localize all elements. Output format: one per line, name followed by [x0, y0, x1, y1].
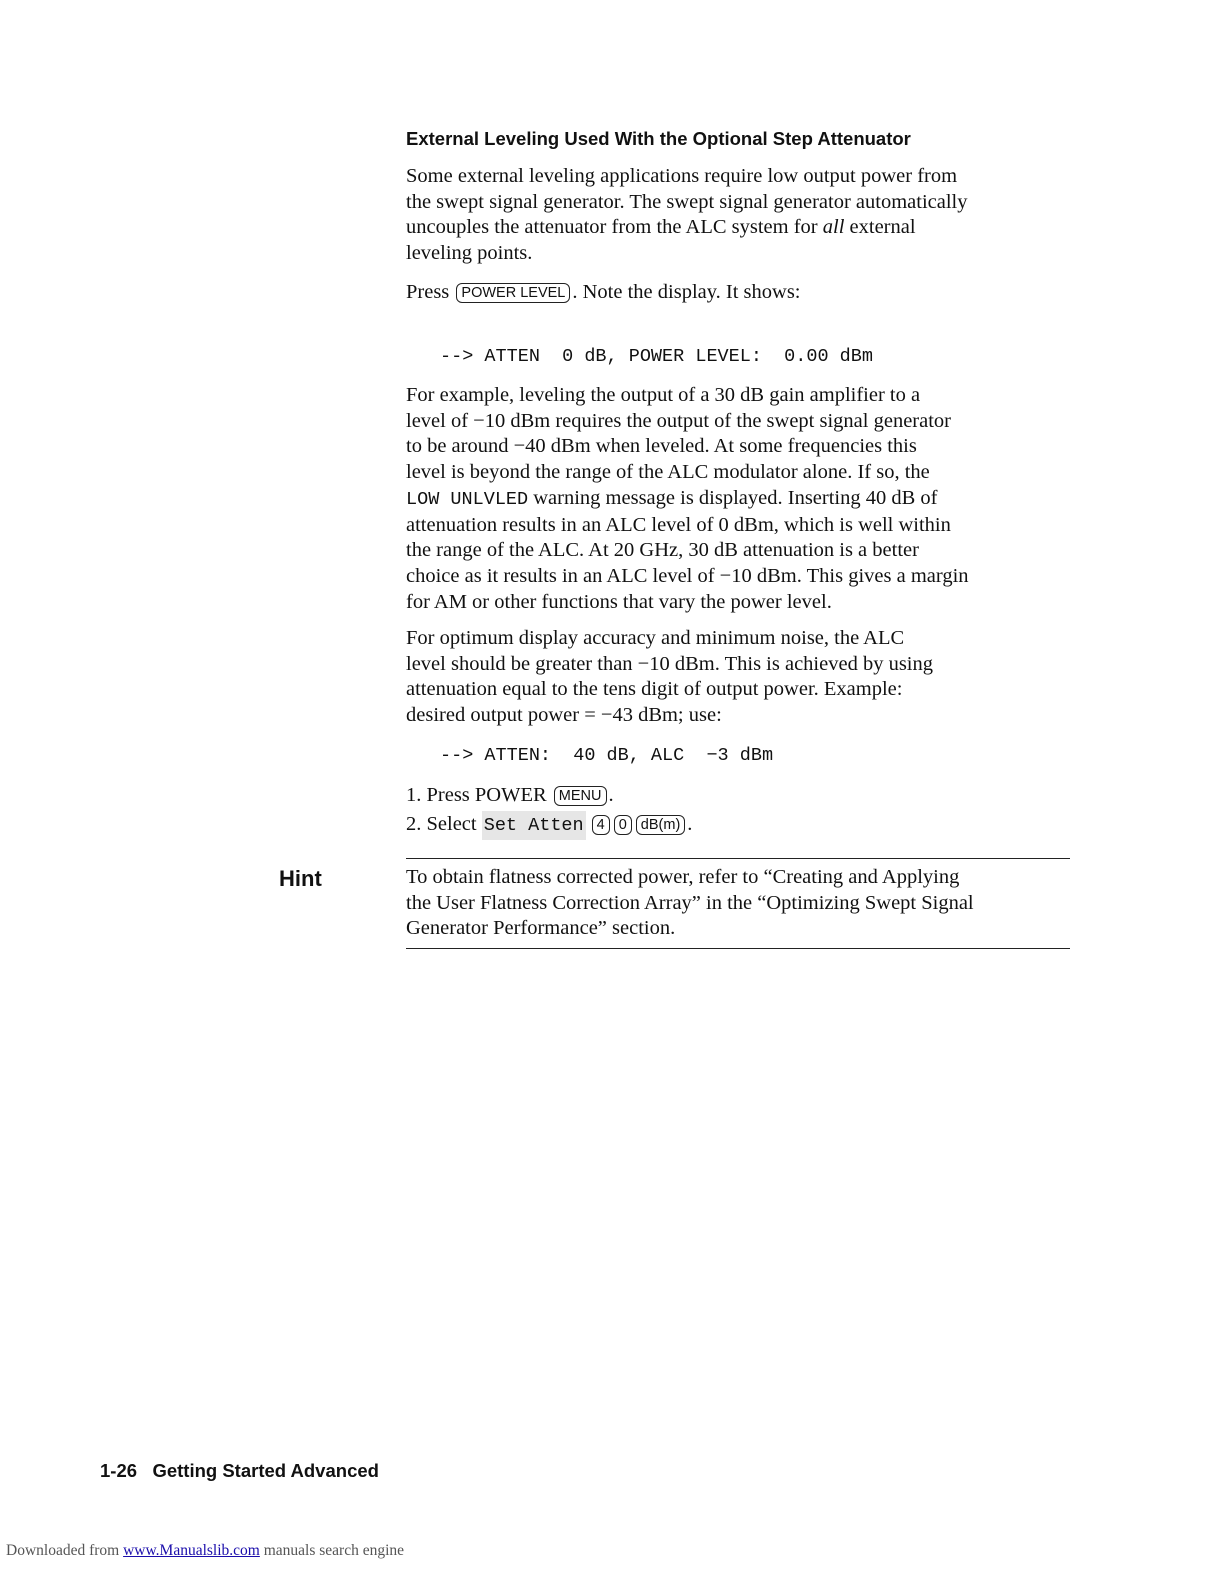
text-line: Some external leveling applications require low output power from	[406, 165, 958, 187]
display-readout-1: --> ATTEN 0 dB, POWER LEVEL: 0.00 dBm	[440, 346, 873, 367]
page-footer	[100, 1460, 379, 1482]
section-heading: External Leveling Used With the Optional Step Attenuator	[406, 128, 911, 149]
hint-text: To obtain flatness corrected power, refer to “Creating and Applying the User Flatness Correction Array” in the “Optimizing Swept Signal Generator Performance” section.	[406, 866, 974, 940]
text-line: uncouples the attenuator from the ALC system for all external	[406, 216, 916, 239]
example-paragraph: For example, leveling the output of a 30 dB gain amplifier to a level of −10 dBm requires the output of the swept signal generator to be around −40 dBm when leveled. At some frequencies this level is beyond the range of the ALC modulator alone. If so, the LOW UNLVLED warning message is displayed. Inserting 40 dB of attenuation results in an ALC level of 0 dBm, which is well within the range of the ALC. At 20 GHz, 30 dB attenuation is a better choice as it results in an ALC level of −10 dBm. This gives a margin for AM or other functions that vary the power level.	[406, 384, 969, 613]
manualslib-link[interactable]: www.Manualslib.com	[123, 1542, 260, 1559]
page-number: 1-26	[100, 1460, 138, 1481]
step-list	[406, 781, 1076, 840]
power-level-key[interactable]: POWER LEVEL	[456, 283, 570, 303]
press-instruction: Press POWER LEVEL . Note the display. It shows:	[406, 281, 801, 303]
emphasis-all: all	[822, 216, 845, 239]
accuracy-paragraph: For optimum display accuracy and minimum noise, the ALC level should be greater than −10 dBm. This is achieved by using attenuation equal to the tens digit of output power. Example: desired output power = −43 dBm; use:	[406, 627, 933, 727]
display-readout-2: --> ATTEN: 40 dB, ALC −3 dBm	[440, 745, 774, 766]
intro-paragraph	[406, 164, 1076, 267]
text-line: the swept signal generator. The swept signal generator automatically	[406, 190, 968, 213]
step-item: 1. Press POWER MENU .	[406, 784, 614, 806]
set-atten-softkey[interactable]: Set Atten	[482, 811, 586, 840]
hint-top-rule	[406, 858, 1070, 859]
key-4[interactable]: 4	[592, 815, 610, 835]
menu-key[interactable]: MENU	[554, 786, 607, 806]
step-item: 2. Select Set Atten 4 0 dB(m) .	[406, 810, 1076, 840]
hint-label: Hint	[279, 866, 322, 891]
dbm-key[interactable]: dB(m)	[636, 815, 685, 835]
text-line: leveling points.	[406, 242, 533, 265]
download-notice: Downloaded from www.Manualslib.com manuals search engine	[6, 1542, 405, 1559]
hint-bottom-rule	[406, 948, 1070, 949]
key-0[interactable]: 0	[614, 815, 632, 835]
footer-title: Getting Started Advanced	[152, 1460, 379, 1481]
low-unlvled-message: LOW UNLVLED	[406, 488, 529, 510]
